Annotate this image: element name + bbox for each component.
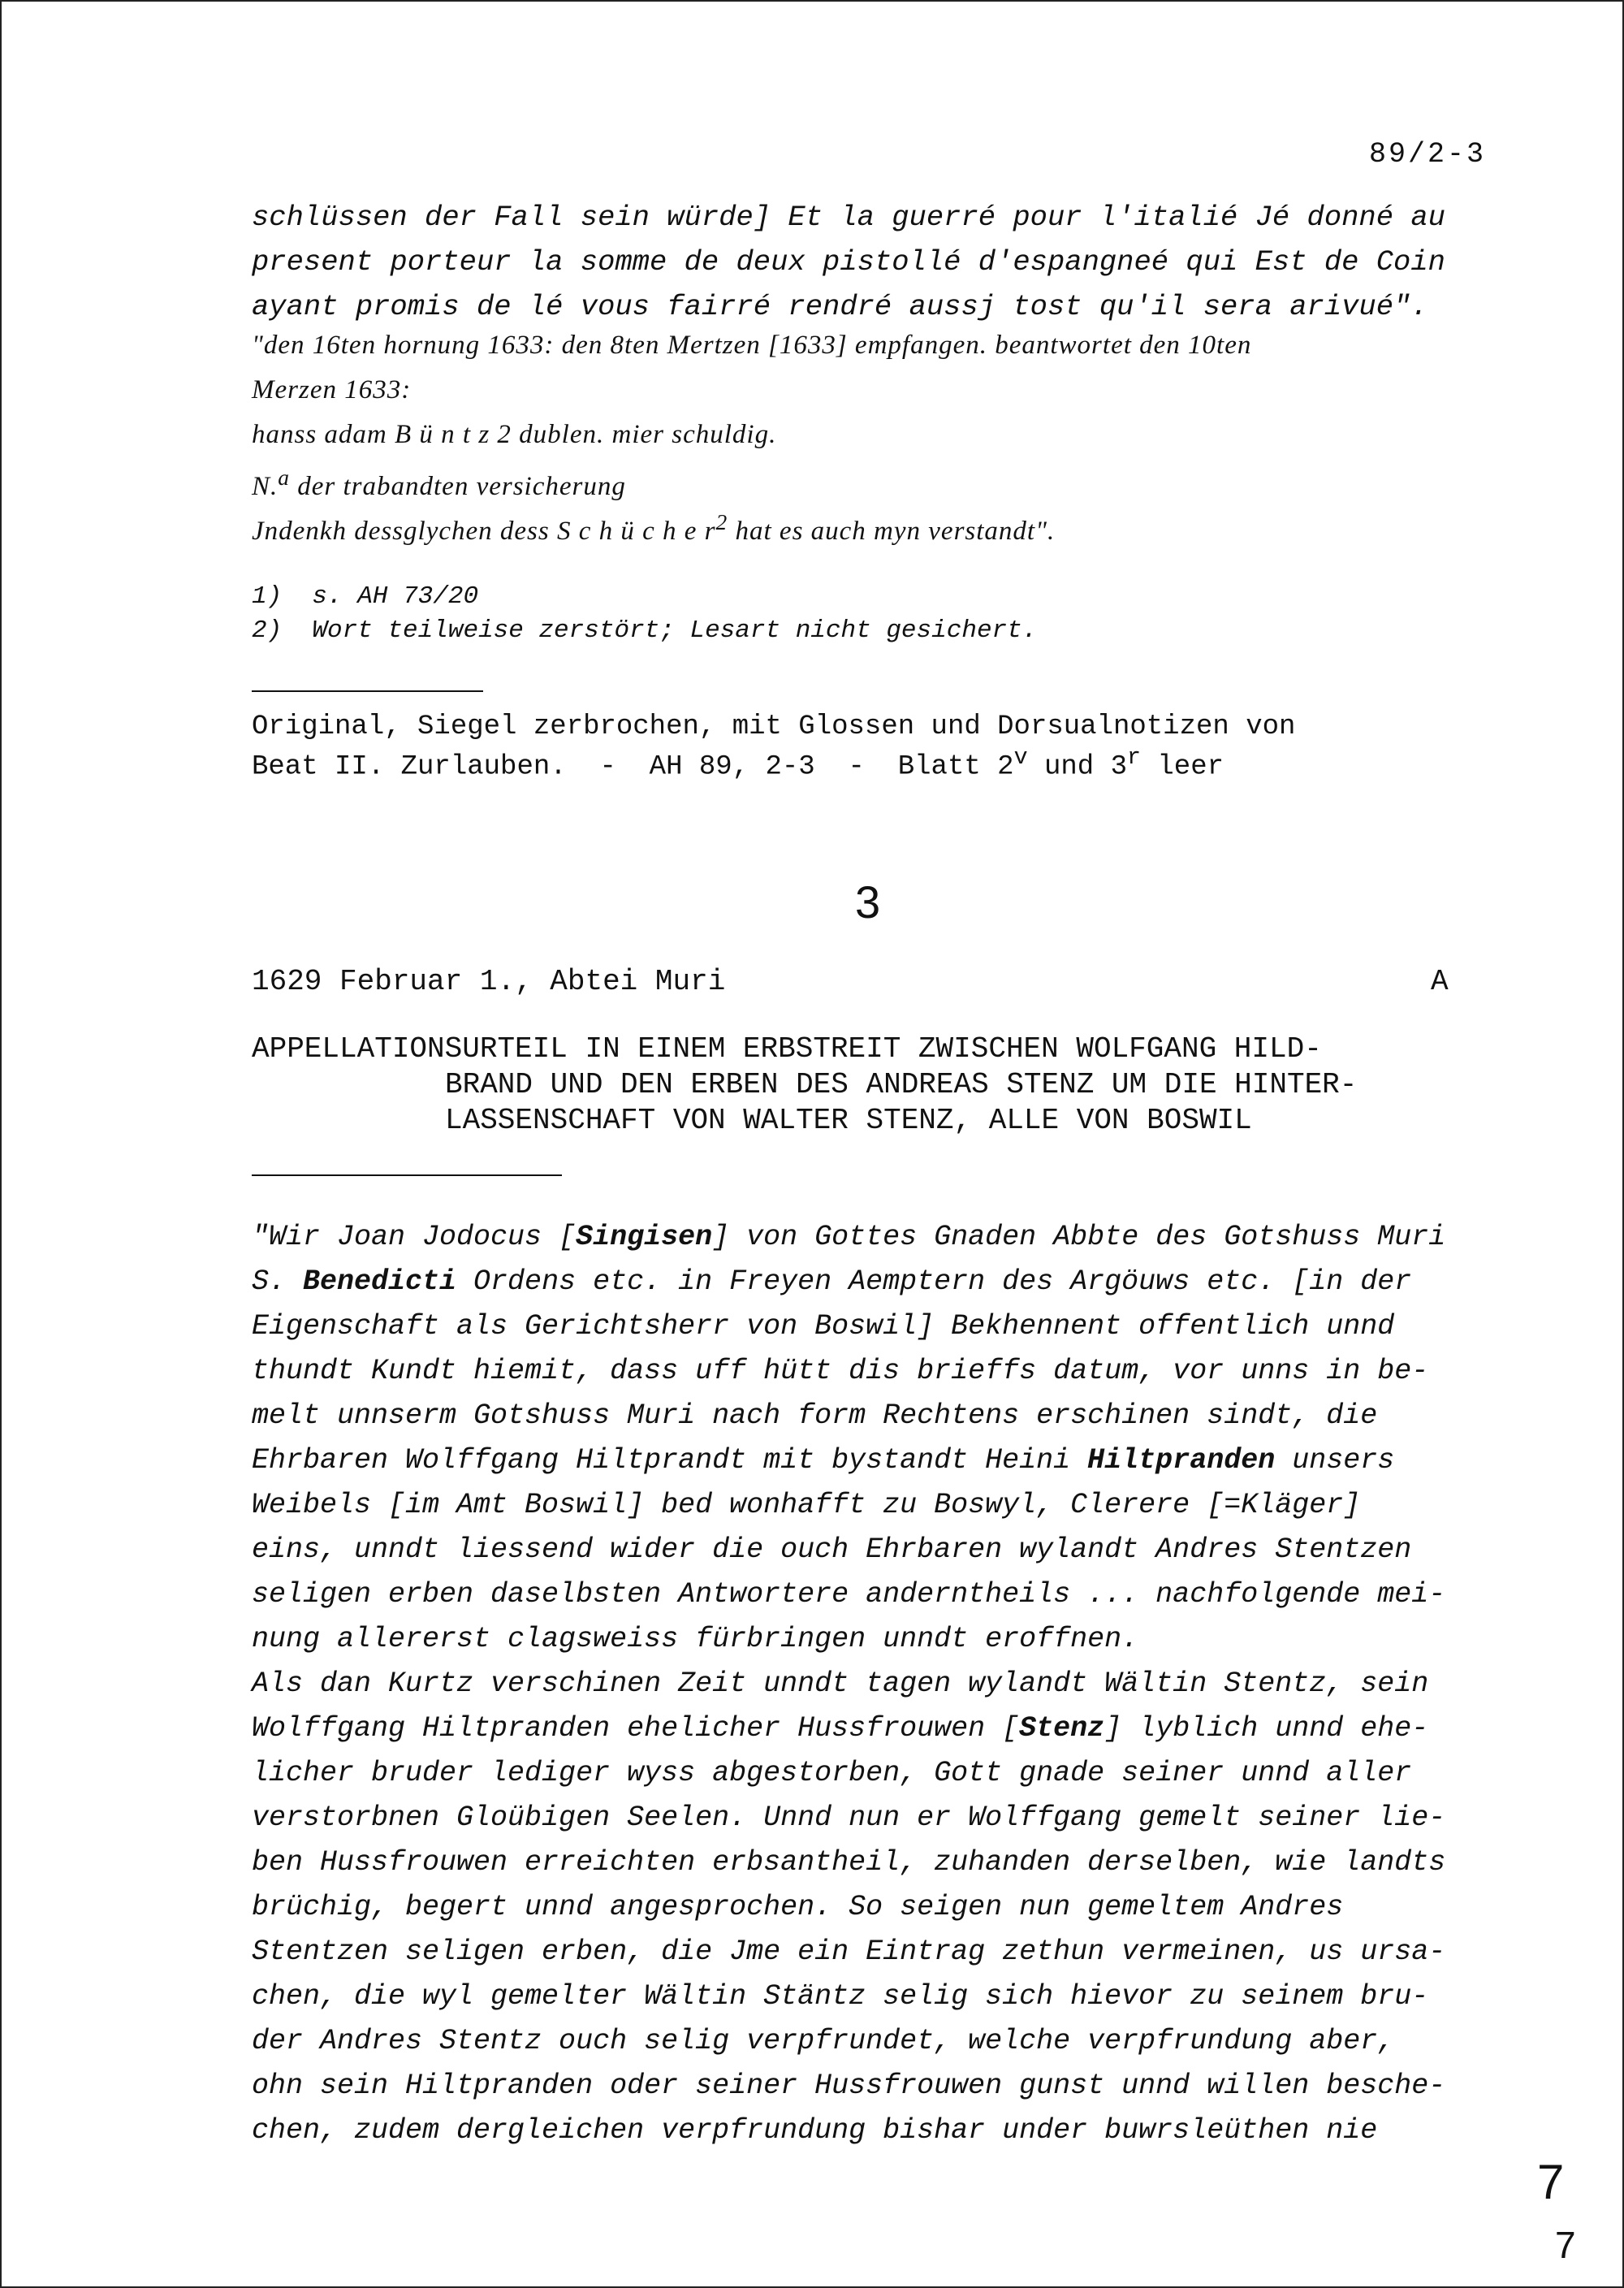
source-text: Beat II. Zurlauben. - AH 89, 2-3 - Blatt 2 xyxy=(252,751,1014,783)
text-line: Eigenschaft als Gerichtsherr von Boswil] Bekhennent offentlich unnd xyxy=(252,1310,1395,1343)
document-title-line: BRAND UND DEN ERBEN DES ANDREAS STENZ UM DIE HINTER- xyxy=(445,1068,1358,1101)
bold-name: Hiltpranden xyxy=(1087,1444,1276,1477)
text-span: Ordens etc. in Freyen Aemptern des Argöuws etc. [in der xyxy=(456,1265,1412,1298)
script-text: N. xyxy=(252,472,279,501)
text-line: nung allererst clagsweiss fürbringen unndt eroffnen. xyxy=(252,1623,1139,1655)
text-line: eins, unndt liessend wider die ouch Ehrbaren wylandt Andres Stentzen xyxy=(252,1533,1412,1566)
separator-rule xyxy=(252,1174,562,1176)
text-line: present porteur la somme de deux pistollé d'espangneé qui Est de Coin xyxy=(252,245,1445,279)
source-note-line xyxy=(252,742,1224,782)
text-line: thundt Kundt hiemit, dass uff hütt dis brieffs datum, vor unns in be- xyxy=(252,1355,1429,1387)
text-span: Ehrbaren Wolffgang Hiltprandt mit bystandt Heini xyxy=(252,1444,1088,1477)
document-title-line: APPELLATIONSURTEIL IN EINEM ERBSTREIT ZWISCHEN WOLFGANG HILD- xyxy=(252,1032,1322,1066)
bold-name: Singisen xyxy=(576,1221,713,1253)
text-line: licher bruder lediger wyss abgestorben, Gott gnade seiner unnd aller xyxy=(252,1757,1412,1789)
text-line: chen, zudem dergleichen verpfrundung bishar under buwrsleüthen nie xyxy=(252,2114,1378,2147)
text-line: Als dan Kurtz verschinen Zeit unndt tagen wylandt Wältin Stentz, sein xyxy=(252,1667,1429,1700)
page-number: 89/2-3 xyxy=(1368,138,1486,171)
bold-name: Benedicti xyxy=(303,1265,457,1298)
script-line: hanss adam B ü n t z 2 dublen. mier schuldig. xyxy=(252,420,777,449)
text-line xyxy=(252,1265,1411,1298)
text-line: seligen erben daselbsten Antwortere anderntheils ... nachfolgende mei- xyxy=(252,1578,1446,1611)
text-span: S. xyxy=(252,1265,304,1298)
text-line: melt unnserm Gotshuss Muri nach form Rechtens erschinen sindt, die xyxy=(252,1399,1378,1432)
date-place: 1629 Februar 1., Abtei Muri xyxy=(252,965,726,998)
script-line: Merzen 1633: xyxy=(252,375,412,404)
text-span: "Wir Joan Jodocus [ xyxy=(252,1221,577,1253)
text-line: ben Hussfrouwen erreichten erbsantheil, zuhanden derselben, wie landts xyxy=(252,1846,1446,1879)
text-line: ohn sein Hiltpranden oder seiner Hussfrouwen gunst unnd willen besche- xyxy=(252,2070,1446,2102)
text-line: Weibels [im Amt Boswil] bed wonhafft zu Boswyl, Clerere [=Kläger] xyxy=(252,1489,1361,1521)
text-span: ] lyblich unnd ehe- xyxy=(1104,1712,1429,1745)
source-note-line: Original, Siegel zerbrochen, mit Glossen und Dorsualnotizen von xyxy=(252,711,1296,742)
text-line xyxy=(252,1712,1428,1745)
bold-name: Stenz xyxy=(1019,1712,1105,1745)
text-line: ayant promis de lé vous fairré rendré aussj tost qu'il sera arivué". xyxy=(252,290,1428,323)
document-number: 3 xyxy=(855,876,881,928)
superscript: 2 xyxy=(715,509,728,534)
text-line: der Andres Stentz ouch selig verpfrundet, welche verpfrundung aber, xyxy=(252,2025,1395,2057)
margin-number-mark: 7 xyxy=(1537,2155,1565,2209)
superscript: a xyxy=(278,465,291,490)
footnote: 2) Wort teilweise zerstört; Lesart nicht gesichert. xyxy=(252,616,1038,645)
superscript: r xyxy=(1126,744,1141,771)
script-line xyxy=(252,465,626,502)
script-text: der trabandten versicherung xyxy=(290,472,626,501)
text-line xyxy=(252,1221,1445,1253)
footnote: 1) s. AH 73/20 xyxy=(252,582,479,611)
text-span: Wolffgang Hiltpranden ehelicher Hussfrouwen [ xyxy=(252,1712,1020,1745)
text-line: brüchig, begert unnd angesprochen. So seigen nun gemeltem Andres xyxy=(252,1891,1344,1923)
script-line xyxy=(252,509,1055,547)
source-text: und 3 xyxy=(1027,751,1127,783)
separator-rule xyxy=(252,690,483,692)
script-line: "den 16ten hornung 1633: den 8ten Mertzen [1633] empfangen. beantwortet den 10ten xyxy=(252,331,1252,360)
margin-number-mark: 7 xyxy=(1555,2224,1576,2266)
text-line: schlüssen der Fall sein würde] Et la guerré pour l'italié Jé donné au xyxy=(252,201,1445,234)
rubric-letter: A xyxy=(1431,965,1449,998)
script-text: hat es auch myn verstandt". xyxy=(728,517,1056,546)
text-line: verstorbnen Gloübigen Seelen. Unnd nun er Wolffgang gemelt seiner lie- xyxy=(252,1801,1446,1834)
superscript: v xyxy=(1013,744,1028,771)
text-span: ] von Gottes Gnaden Abbte des Gotshuss Muri xyxy=(712,1221,1446,1253)
text-line: chen, die wyl gemelter Wältin Stäntz selig sich hievor zu seinem bru- xyxy=(252,1980,1429,2013)
document-title-line: LASSENSCHAFT VON WALTER STENZ, ALLE VON BOSWIL xyxy=(445,1104,1252,1137)
text-line xyxy=(252,1444,1394,1477)
script-text: Jndenkh dessglychen dess S c h ü c h e r xyxy=(252,517,716,546)
text-line: Stentzen seligen erben, die Jme ein Eintrag zethun vermeinen, us ursa- xyxy=(252,1936,1446,1968)
source-text: leer xyxy=(1140,751,1224,783)
text-span: unsers xyxy=(1275,1444,1395,1477)
